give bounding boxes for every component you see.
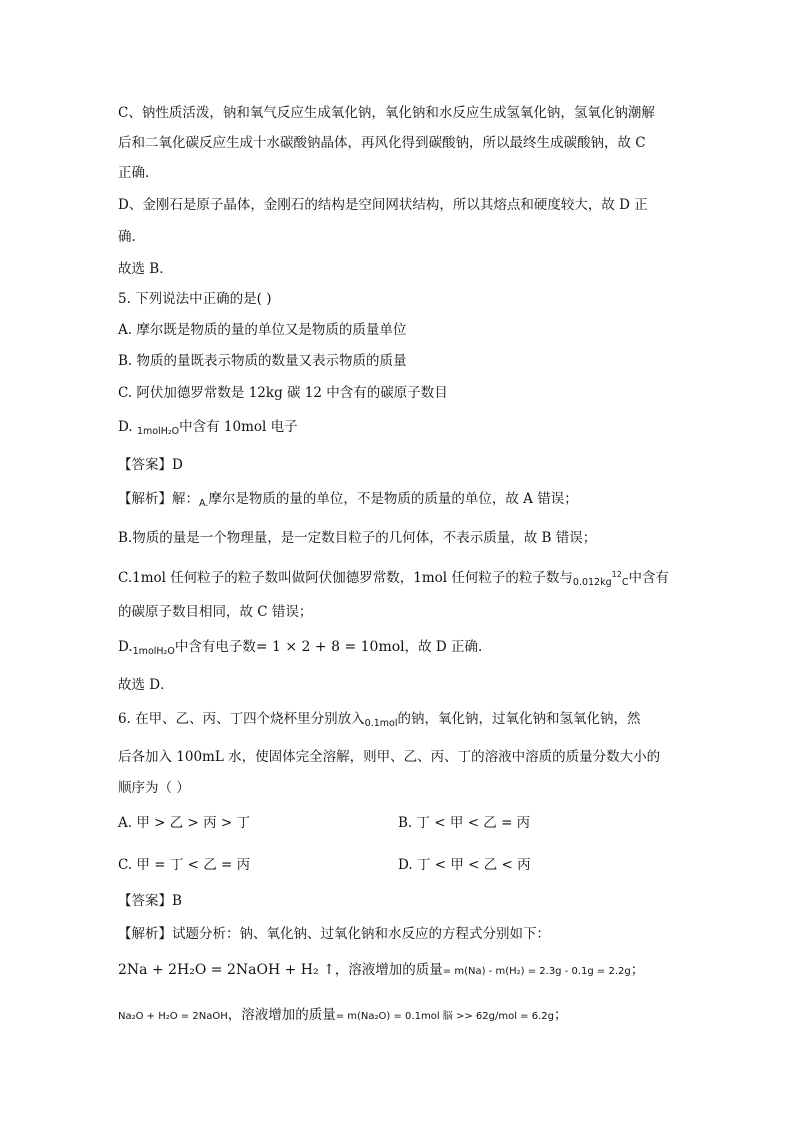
option-d-explanation-line1: D、金刚石是原子晶体，金刚石的结构是空间网状结构，所以其熔点和硬度较大，故 D 正 bbox=[118, 197, 648, 213]
explanation-d-text: 中含有电子数 bbox=[174, 639, 256, 655]
option-d-label: D. bbox=[118, 419, 133, 435]
question-5-explanation-a bbox=[118, 490, 678, 513]
question-6-option-b: B. 丁 < 甲 < 乙 = 丙 bbox=[398, 815, 531, 831]
conclusion-b: 故选 B． bbox=[118, 261, 173, 277]
question-5-option-c: C. 阿伏加德罗常数是 12kg 碳 12 中含有的碳原子数目 bbox=[118, 385, 448, 401]
electron-count-equation: = 1 × 2 + 8 = 10mol bbox=[255, 639, 405, 655]
mass-increase-label: ，溶液增加的质量 bbox=[334, 962, 443, 978]
amount-0-1mol: 0.1mol bbox=[364, 718, 398, 729]
explanation-c-text: C.1mol 任何粒子的粒子数叫做阿伏伽德罗常数，1mol 任何粒子的粒子数与 bbox=[118, 570, 573, 586]
question-5-option-d bbox=[118, 418, 678, 441]
question-5-explanation-d bbox=[118, 638, 678, 661]
carbon-symbol: C bbox=[621, 577, 629, 588]
question-6-option-a: A. 甲 > 乙 > 丙 > 丁 bbox=[118, 815, 251, 831]
question-6-text-pre: 6. 在甲、乙、丙、丁四个烧杯里分别放入 bbox=[118, 711, 365, 727]
explanation-a-text: 摩尔是物质的量的单位，不是物质的质量的单位，故 A 错误； bbox=[208, 491, 578, 507]
option-c-explanation-line1: C、钠性质活泼，钠和氧气反应生成氧化钠，氧化钠和水反应生成氢氧化钠，氢氧化钠潮解 bbox=[118, 105, 655, 121]
question-5-explanation-c-line2: 的碳原子数目相同，故 C 错误； bbox=[118, 604, 313, 620]
option-c-explanation-line3: 正确. bbox=[118, 165, 150, 181]
explanation-label: 【解析】解： bbox=[118, 491, 199, 507]
question-6-stem-line3: 顺序为（ ） bbox=[118, 780, 190, 796]
isotope-number: 12 bbox=[611, 570, 622, 579]
question-5-answer: 【答案】D bbox=[118, 457, 183, 473]
question-5-explanation-c bbox=[118, 566, 678, 592]
formula-1mol-h2o: 1molH₂O bbox=[136, 426, 180, 437]
mass-increase-calc-na: = m(Na) - m(H₂) = 2.3g - 0.1g = 2.2g bbox=[442, 966, 631, 977]
question-6-equation-2 bbox=[118, 1006, 678, 1026]
mass-increase-calc-na2o: = m(Na₂O) = 0.1mol 脳 >> 62g/mol = 6.2g bbox=[335, 1011, 554, 1022]
question-6-options-row2 bbox=[118, 856, 678, 874]
semicolon-2: ； bbox=[553, 1007, 568, 1023]
question-5-explanation-b: B.物质的量是一个物理量，是一定数目粒子的几何体，不表示质量，故 B 错误； bbox=[118, 530, 597, 546]
question-6-explanation-line1: 【解析】试题分析：钠、氧化钠、过氧化钠和水反应的方程式分别如下： bbox=[118, 926, 550, 942]
question-5-option-b: B. 物质的量既表示物质的数量又表示物质的质量 bbox=[118, 353, 407, 369]
conclusion-d: 故选 D． bbox=[118, 677, 174, 693]
question-6-text-suf: 的钠，氧化钠，过氧化钠和氢氧化钠，然 bbox=[397, 711, 641, 727]
question-6-stem-line1 bbox=[118, 710, 678, 733]
formula-1mol-h2o-exp: 1molH₂O bbox=[132, 646, 175, 657]
formula-mass: 0.012kg bbox=[572, 577, 612, 588]
option-c-explanation-line2: 后和二氧化碳反应生成十水碳酸钠晶体，再风化得到碳酸钠，所以最终生成碳酸钠，故 C bbox=[118, 135, 646, 151]
question-6-answer: 【答案】B bbox=[118, 893, 182, 909]
question-6-option-d: D. 丁 < 甲 < 乙 < 丙 bbox=[398, 857, 531, 873]
question-6-equation-1 bbox=[118, 961, 678, 981]
question-5-stem: 5. 下列说法中正确的是( ) bbox=[118, 291, 272, 307]
semicolon: ； bbox=[630, 962, 645, 978]
mass-increase-label-2: ，溶液增加的质量 bbox=[227, 1007, 336, 1023]
reaction-equation-na: 2Na + 2H₂O = 2NaOH + H₂ ↑ bbox=[118, 962, 335, 978]
option-d-explanation-line2: 确. bbox=[118, 229, 136, 245]
reaction-equation-na2o: Na₂O + H₂O = 2NaOH bbox=[118, 1011, 228, 1022]
explanation-d-end: ，故 D 正确. bbox=[404, 639, 483, 655]
option-d-text: 中含有 10mol 电子 bbox=[179, 419, 298, 435]
explanation-c-end: 中含有 bbox=[628, 570, 669, 586]
question-6-stem-line2: 后各加入 100mL 水，使固体完全溶解，则甲、乙、丙、丁的溶液中溶质的质量分数大小的 bbox=[118, 749, 661, 765]
explanation-a-marker: A. bbox=[199, 498, 209, 509]
question-6-option-c: C. 甲 = 丁 < 乙 = 丙 bbox=[118, 857, 251, 873]
explanation-d-label: D. bbox=[118, 639, 133, 655]
question-5-option-a: A. 摩尔既是物质的量的单位又是物质的质量单位 bbox=[118, 322, 407, 338]
question-6-options-row1 bbox=[118, 814, 678, 832]
